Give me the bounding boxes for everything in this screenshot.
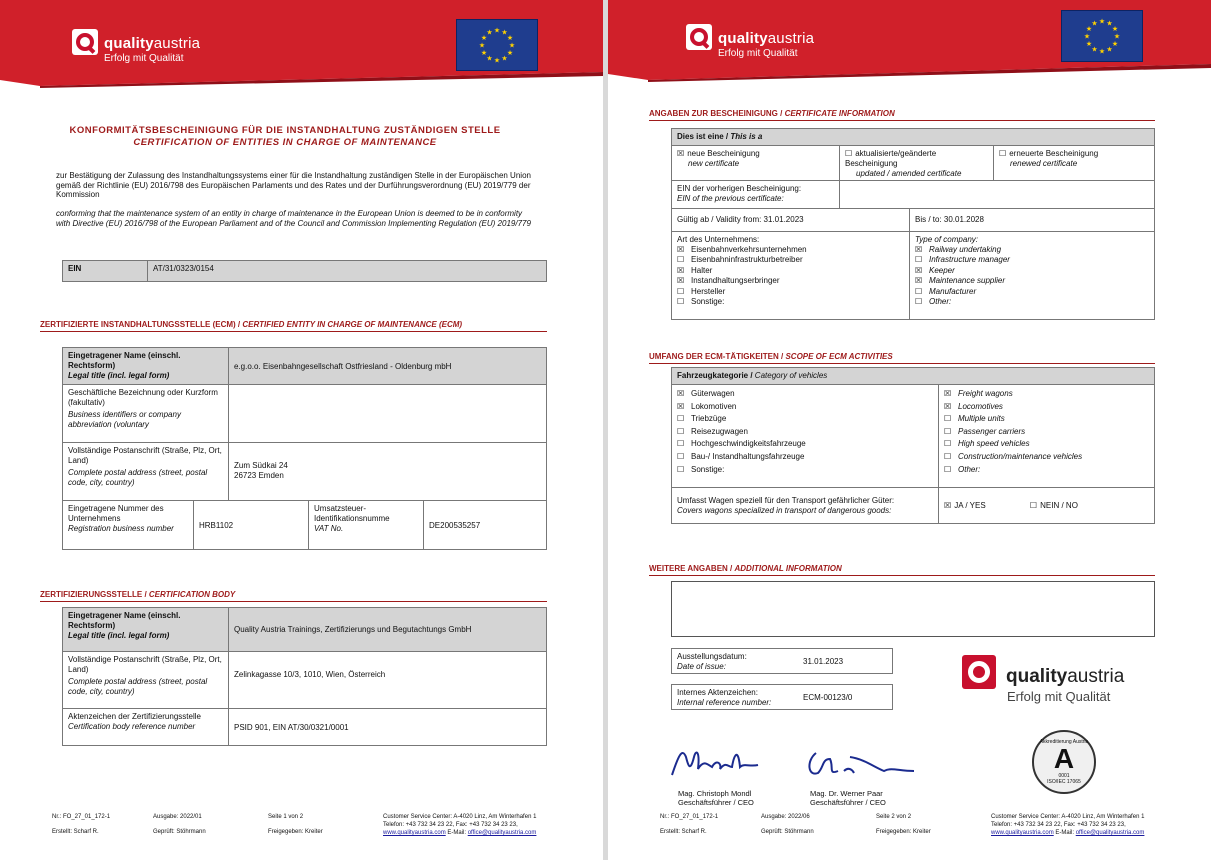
checkbox-label: Instandhaltungserbringer [691,276,780,286]
checkbox-label: Hochgeschwindigkeitsfahrzeuge [691,439,806,449]
checkbox-unchecked-icon: ☐ [999,149,1007,158]
checkbox-label: Triebzüge [691,414,727,424]
opt-ren-de: erneuerte Bescheinigung [1009,149,1099,158]
company-type-de: Art des Unternehmens: [677,235,760,244]
dangerous-en: Covers wagons specialized in transport of dangerous goods: [677,506,892,515]
additional-section-heading [649,564,1155,576]
checkbox-label: Eisenbahninfrastrukturbetreiber [691,255,803,265]
eu-star-icon: ★ [1085,26,1093,33]
vehicle-de-list [677,388,933,476]
yes-checkbox[interactable] [944,501,986,510]
checkbox-row[interactable] [677,413,933,426]
additional-info-box [671,581,1155,637]
checkbox-row[interactable] [677,245,904,255]
checkbox-label: Construction/maintenance vehicles [958,451,1083,461]
checkbox-unchecked-icon: ☐ [944,451,952,461]
footer-phone: Telefon: +43 732 34 23 22, Fax: +43 732 34 23 23, [991,822,1126,828]
seal-number: 0001 [1058,773,1070,779]
checkbox-unchecked-icon: ☐ [915,286,923,296]
cb-ref-de: Aktenzeichen der Zertifizierungsstelle [68,712,201,721]
eu-star-icon: ★ [486,55,493,63]
prev-ein-value [839,180,1155,209]
footer-issue: Ausgabe: 2022/06 [761,814,810,820]
intro-english: conforming that the maintenance system of an entity in charge of maintenance in the European Union is deemed to be in conformity with Directive (EU) 2016/798 of the European Parliament and of the Council and Commission Implementing Regulation (EU) 2019/779 [56,209,531,228]
vehicle-cat-en: Category of vehicles [754,371,828,380]
footer-web-link[interactable]: www.qualityaustria.com [383,830,446,836]
eu-star-icon: ★ [493,27,501,35]
quality-austria-logo-icon [686,24,712,50]
checkbox-checked-icon: ☒ [915,265,923,275]
ecm-legal-name-label [62,347,229,385]
vehicle-de-box [671,384,939,488]
opt-ren-en: renewed certificate [1010,159,1078,168]
checkbox-label: Other: [958,464,981,474]
cb-section-de: ZERTIFIZIERUNGSSTELLE / [40,590,149,599]
checkbox-label: Eisenbahnverkehrsunternehmen [691,245,807,254]
checkbox-row[interactable] [677,438,933,451]
checkbox-label: Hersteller [691,286,726,296]
brand-name-light: austria [153,35,201,52]
cb-ref-label [62,708,229,746]
footer-service-center: Customer Service Center: A-4020 Linz, Am Winterhafen 1 [383,814,537,820]
eu-flag-icon [1061,10,1143,62]
cb-ref-value: PSID 901, EIN AT/30/0321/0001 [228,708,547,746]
eu-star-icon: ★ [480,50,488,57]
cb-address-label [62,651,229,709]
checkbox-checked-icon: ☒ [677,265,685,275]
eu-star-icon: ★ [1085,41,1093,48]
checkbox-row[interactable] [915,266,1149,276]
large-brand-name [1006,666,1124,688]
footer-contact [383,813,598,837]
scope-section-heading [649,352,1155,364]
large-brand-tagline: Erfolg mit Qualität [1007,689,1111,704]
this-is-de: Dies ist eine / [677,132,731,141]
eu-star-icon: ★ [506,35,514,42]
checkbox-row[interactable] [677,297,904,307]
signer-1 [678,789,754,807]
certificate-page-2 [608,0,1211,860]
checkbox-row[interactable] [915,245,1149,255]
vehicle-en-box [938,384,1155,488]
issue-date-value: 31.01.2023 [803,657,844,666]
internal-ref-box [671,684,893,710]
ecm-legal-name-value: e.g.o.o. Eisenbahngesellschaft Ostfriesland - Oldenburg mbH [228,347,547,385]
ecm-identifiers-value [228,384,547,443]
ecm-identifiers-de: Geschäftliche Bezeichnung oder Kurzform (fakultativ) [68,388,218,407]
checkbox-unchecked-icon: ☐ [677,297,685,307]
brand-tagline: Erfolg mit Qualität [718,48,798,59]
ecm-regnum-label [62,500,194,550]
footer-released: Freigegeben: Kreiter [268,829,323,835]
ecm-regnum-de: Eingetragene Nummer des Unternehmens [68,504,164,523]
ecm-address-label [62,442,229,501]
company-type-en: Type of company: [915,235,978,244]
checkbox-row[interactable] [944,388,1149,401]
checkbox-unchecked-icon: ☐ [677,439,685,449]
checkbox-row[interactable] [677,451,933,464]
signer1-name: Mag. Christoph Mondl [678,789,752,798]
eu-star-icon: ★ [486,29,493,37]
footer-doc-number: Nr.: FO_27_01_172-1 [52,814,111,820]
eu-star-icon: ★ [478,42,486,50]
checkbox-unchecked-icon: ☐ [677,286,685,296]
footer-page: Seite 2 von 2 [876,814,912,820]
cb-section-heading [40,590,547,602]
checkbox-row[interactable] [915,287,1149,297]
footer-email-label: E-Mail: [1053,830,1076,836]
checkbox-label: Maintenance supplier [929,276,1006,286]
internal-ref-de: Internes Aktenzeichen: [677,688,758,697]
ecm-identifiers-en: Business identifiers or company abbreviation (voluntary [68,410,181,429]
signer1-role: Geschäftsführer / CEO [678,798,754,807]
checkbox-row[interactable] [915,297,1149,307]
eu-star-icon: ★ [1098,18,1106,26]
intro-german: zur Bestätigung der Zulassung des Instandhaltungssystems einer für die Instandhaltung zuständigen Stelle in der Europäischen Union gemäß der Richtlinie (EU) 2016/798 des Europäischen Parlaments und des Rates und der Durführungsverordnung (EU) 2019/779 der Kommission [56,171,531,200]
checkbox-unchecked-icon: ☐ [677,255,685,265]
scope-section-de: UMFANG DER ECM-TÄTIGKEITEN / [649,352,786,361]
opt-new-en: new certificate [688,159,740,168]
signer-2 [810,789,886,807]
internal-ref-value: ECM-00123/0 [803,693,853,702]
eu-flag-icon [456,19,538,71]
accreditation-seal-icon [1032,730,1096,794]
signature-paar [804,737,924,785]
ecm-vat-label [308,500,424,550]
checkbox-label: Bau-/ Instandhaltungsfahrzeuge [691,451,805,461]
ecm-address-line2: 26723 Emden [234,471,284,480]
info-section-de: ANGABEN ZUR BESCHEINIGUNG / [649,109,785,118]
quality-austria-logo-icon [72,29,98,55]
checkbox-row[interactable] [915,255,1149,265]
cb-address-value: Zelinkagasse 10/3, 1010, Wien, Österreich [228,651,547,709]
eu-star-icon: ★ [501,55,508,63]
no-checkbox[interactable] [1030,501,1078,510]
footer-email-link[interactable]: office@qualityaustria.com [467,830,537,836]
ecm-address-value [228,442,547,501]
brand-name-bold: quality [104,35,154,52]
checkbox-label: Locomotives [958,401,1003,411]
info-section-heading [649,109,1155,121]
checkbox-unchecked-icon: ☐ [677,451,685,461]
checkbox-unchecked-icon: ☐ [944,414,952,424]
eu-star-icon: ★ [1098,48,1106,56]
ecm-address-de: Vollständige Postanschrift (Straße, Plz, Ort, Land) [68,446,222,465]
checkbox-checked-icon: ☒ [915,276,923,286]
vehicle-category-header [671,367,1155,385]
brand-block [718,30,814,59]
vehicle-en-list [944,388,1149,476]
checkbox-label: Freight wagons [958,389,1013,398]
footer-checked: Geprüft: Stöhrmann [761,829,814,835]
checkbox-unchecked-icon: ☐ [915,297,923,307]
checkbox-row[interactable] [677,426,933,439]
checkbox-label: Infrastructure manager [929,255,1010,265]
eu-star-icon: ★ [1106,20,1113,28]
option-updated-certificate[interactable] [839,145,994,181]
valid-to: Bis / to: 30.01.2028 [909,208,1155,232]
checkbox-label: High speed vehicles [958,439,1030,449]
company-type-en-list [915,245,1149,307]
checkbox-label: Multiple units [958,414,1005,424]
prev-ein-label [671,180,840,209]
ecm-legal-name-en: Legal title (incl. legal form) [68,371,170,380]
ein-value: AT/31/0323/0154 [147,260,547,282]
footer-service-center: Customer Service Center: A-4020 Linz, Am Winterhafen 1 [991,814,1145,820]
cb-legal-name-label [62,607,229,652]
checkbox-unchecked-icon: ☐ [915,255,923,265]
eu-star-icon: ★ [1113,33,1121,41]
ecm-vat-en: VAT No. [314,524,344,533]
eu-star-icon: ★ [1091,20,1098,28]
checkbox-row[interactable] [915,276,1149,286]
dangerous-goods-label [671,487,939,524]
ecm-section-heading [40,320,547,332]
checkbox-row[interactable] [677,401,933,414]
checkbox-row[interactable] [677,388,933,401]
info-section-en: CERTIFICATE INFORMATION [784,109,895,118]
checkbox-checked-icon: ☒ [677,389,685,398]
checkbox-checked-icon: ☒ [677,401,685,411]
footer-web-link[interactable]: www.qualityaustria.com [991,830,1054,836]
eu-star-icon: ★ [480,35,488,42]
yes-label: JA / YES [954,501,986,510]
document-title [40,125,530,149]
vehicle-cat-de: Fahrzeugkategorie / [677,371,755,380]
brand-name-light: austria [767,30,815,47]
checkbox-row[interactable] [677,464,933,477]
company-type-de-box [671,231,910,320]
checkbox-checked-icon: ☒ [677,149,685,158]
eu-star-icon: ★ [508,42,516,50]
footer-contact [991,813,1206,837]
ecm-regnum-value: HRB1102 [193,500,309,550]
title-english: CERTIFICATION OF ENTITIES IN CHARGE OF MAINTENANCE [133,137,437,148]
cb-address-de: Vollständige Postanschrift (Straße, Plz, Ort, Land) [68,655,222,674]
ecm-identifiers-label [62,384,229,443]
checkbox-row[interactable] [944,438,1149,451]
checkbox-unchecked-icon: ☐ [944,464,952,474]
footer-email-label: E-Mail: [445,830,468,836]
checkbox-label: Reisezugwagen [691,426,748,436]
checkbox-label: Güterwagen [691,389,735,398]
brand-name-bold: quality [718,30,768,47]
large-brand-bold: quality [1006,666,1068,687]
cb-legal-name-en: Legal title (incl. legal form) [68,631,170,640]
checkbox-row[interactable] [944,413,1149,426]
ecm-address-en: Complete postal address (street, postal code, city, country) [68,468,208,487]
checkbox-row[interactable] [944,451,1149,464]
checkbox-unchecked-icon: ☐ [677,426,685,436]
checkbox-checked-icon: ☒ [944,501,952,510]
ecm-legal-name-de: Eingetragener Name (einschl. Rechtsform) [68,351,181,370]
company-type-de-list [677,245,904,307]
ecm-address-line1: Zum Südkai 24 [234,461,288,470]
checkbox-row[interactable] [677,255,904,265]
checkbox-row[interactable] [944,426,1149,439]
valid-from: Gültig ab / Validity from: 31.01.2023 [671,208,910,232]
ein-label: EIN [62,260,148,282]
dangerous-goods-answer [938,487,1155,524]
footer-checked: Geprüft: Stöhrmann [153,829,206,835]
eu-star-icon: ★ [1111,41,1119,48]
checkbox-label: Railway undertaking [929,245,1002,254]
eu-star-icon: ★ [506,50,514,57]
opt-upd-en: updated / amended certificate [856,169,962,178]
footer-released: Freigegeben: Kreiter [876,829,931,835]
large-brand-light: austria [1067,666,1125,687]
checkbox-unchecked-icon: ☐ [944,426,952,436]
footer-created: Erstellt: Scharf R. [660,829,707,835]
checkbox-unchecked-icon: ☐ [944,439,952,449]
eu-star-icon: ★ [1091,46,1098,54]
brand-block [104,35,200,64]
footer-page: Seite 1 von 2 [268,814,304,820]
cb-legal-name-value: Quality Austria Trainings, Zertifizierungs und Begutachtungs GmbH [228,607,547,652]
checkbox-label: Manufacturer [929,286,977,296]
checkbox-unchecked-icon: ☐ [677,414,685,424]
additional-section-en: ADDITIONAL INFORMATION [734,564,842,573]
prev-ein-de: EIN der vorherigen Bescheinigung: [677,184,802,193]
additional-section-de: WEITERE ANGABEN / [649,564,735,573]
checkbox-label: Halter [691,265,713,275]
title-german: KONFORMITÄTSBESCHEINIGUNG FÜR DIE INSTANDHALTUNG ZUSTÄNDIGEN STELLE [69,125,501,136]
ecm-vat-de: Umsatzsteuer-Identifikationsnumme [314,504,390,523]
dangerous-de: Umfasst Wagen speziell für den Transport gefährlicher Güter: [677,496,895,505]
checkbox-row[interactable] [677,287,904,297]
quality-austria-large-logo-icon [962,655,996,689]
this-is-a-header [671,128,1155,146]
cb-address-en: Complete postal address (street, postal code, city, country) [68,677,208,696]
footer-email-link[interactable]: office@qualityaustria.com [1075,830,1145,836]
signer2-name: Mag. Dr. Werner Paar [810,789,883,798]
ecm-section-en: CERTIFIED ENTITY IN CHARGE OF MAINTENANCE (ECM) [242,320,463,329]
checkbox-label: Sonstige: [691,464,725,474]
checkbox-unchecked-icon: ☐ [1029,501,1038,510]
scope-section-en: SCOPE OF ECM ACTIVITIES [785,352,893,361]
opt-upd-de: aktualisierte/geänderte Bescheinigung [845,149,937,168]
checkbox-unchecked-icon: ☐ [677,464,685,474]
ecm-regnum-en: Registration business number [68,524,174,533]
prev-ein-en: EIN of the previous certificate: [677,194,784,203]
option-new-certificate[interactable] [671,145,840,181]
cb-ref-en: Certification body reference number [68,722,196,731]
opt-new-de: neue Bescheinigung [687,149,760,158]
internal-ref-en: Internal reference number: [677,698,772,707]
checkbox-row[interactable] [944,401,1149,414]
signature-mondl [668,737,768,785]
eu-star-icon: ★ [493,57,501,65]
ecm-vat-value: DE200535257 [423,500,547,550]
checkbox-row[interactable] [944,464,1149,477]
cb-section-en: CERTIFICATION BODY [148,590,236,599]
footer-phone: Telefon: +43 732 34 23 22, Fax: +43 732 34 23 23, [383,822,518,828]
checkbox-checked-icon: ☒ [677,276,685,286]
eu-star-icon: ★ [1111,26,1119,33]
certificate-page-1 [0,0,603,860]
checkbox-checked-icon: ☒ [915,245,923,254]
checkbox-label: Passenger carriers [958,426,1026,436]
option-renewed-certificate[interactable] [993,145,1155,181]
seal-letter: A [1053,743,1075,774]
checkbox-row[interactable] [677,276,904,286]
checkbox-label: Sonstige: [691,297,725,307]
seal-bottom-text: ISO/IEC 17065 [1047,779,1081,785]
eu-star-icon: ★ [1083,33,1091,41]
checkbox-label: Lokomotiven [691,401,737,411]
signer2-role: Geschäftsführer / CEO [810,798,886,807]
issue-date-en: Date of issue: [677,662,726,671]
footer-created: Erstellt: Scharf R. [52,829,99,835]
ecm-section-de: ZERTIFIZIERTE INSTANDHALTUNGSSTELLE (ECM) / [40,320,243,329]
seal-top-text: Akkreditierung Austria [1039,739,1089,745]
no-label: NEIN / NO [1040,501,1078,510]
this-is-en: This is a [730,132,763,141]
checkbox-row[interactable] [677,266,904,276]
checkbox-label: Keeper [929,265,955,275]
checkbox-checked-icon: ☒ [677,245,685,254]
checkbox-checked-icon: ☒ [944,401,952,411]
issue-date-de: Ausstellungsdatum: [677,652,747,661]
eu-star-icon: ★ [501,29,508,37]
eu-star-icon: ★ [1106,46,1113,54]
company-type-en-box [909,231,1155,320]
brand-tagline: Erfolg mit Qualität [104,53,184,64]
footer-doc-number: Nr.: FO_27_01_172-1 [660,814,719,820]
checkbox-unchecked-icon: ☐ [845,149,853,158]
checkbox-checked-icon: ☒ [944,389,952,398]
checkbox-label: Other: [929,297,952,307]
issue-date-box [671,648,893,674]
cb-legal-name-de: Eingetragener Name (einschl. Rechtsform) [68,611,181,630]
footer-issue: Ausgabe: 2022/01 [153,814,202,820]
